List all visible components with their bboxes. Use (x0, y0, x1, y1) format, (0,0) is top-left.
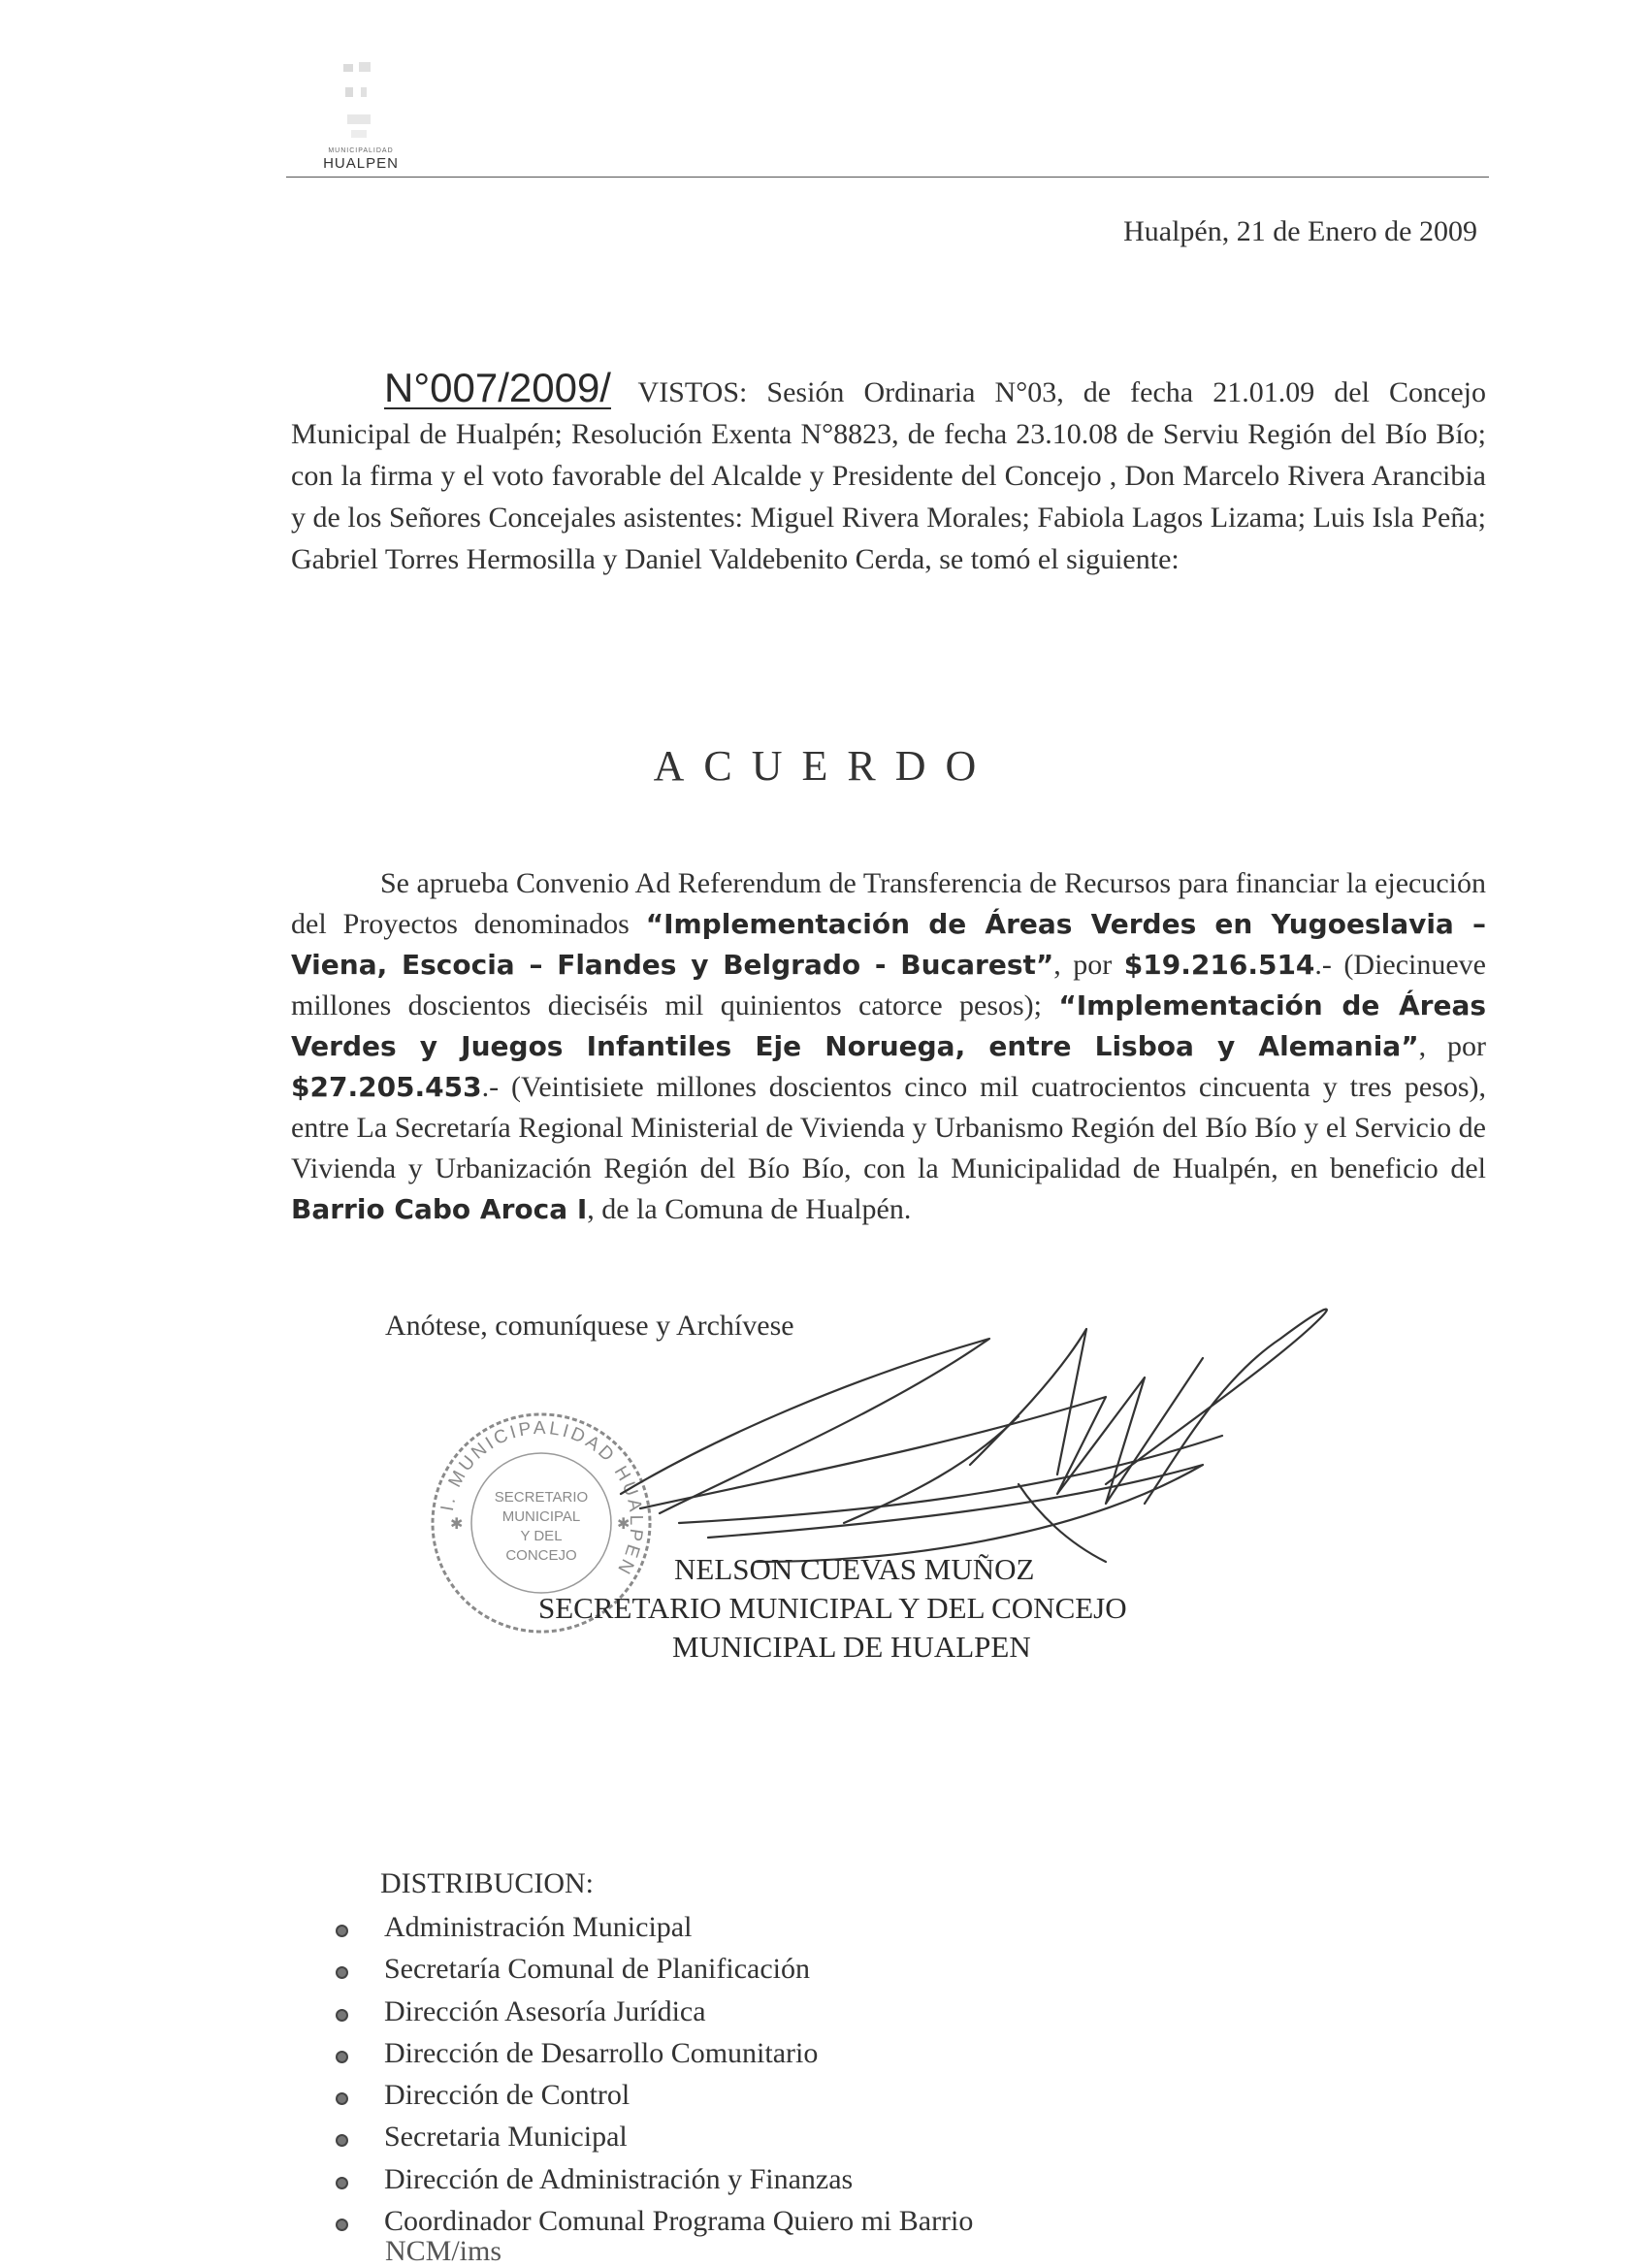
list-item: Administración Municipal (330, 1906, 973, 1948)
municipal-crest-icon (330, 58, 388, 146)
stamp-line-1: SECRETARIO (494, 1489, 589, 1506)
list-item: Dirección Asesoría Jurídica (330, 1991, 973, 2032)
stamp-line-3: Y DEL (520, 1528, 563, 1544)
amount-1: $19.216.514 (1123, 949, 1315, 981)
stamp-line-2: MUNICIPAL (501, 1508, 581, 1525)
typist-initials: NCM/ims (385, 2235, 502, 2267)
body-text-2: , por (1053, 949, 1124, 981)
project-name-1: “Implementación de Áreas Verdes en Yugoeslavia – Viena, Escocia – Flandes y Belgrado - Bucarest” (291, 908, 1486, 981)
body-text-3: .- (Diecinueve millones doscientos dieciséis mil quinientos catorce pesos); (291, 949, 1486, 1021)
org-name: HUALPEN (323, 155, 399, 172)
stamp-ring-text: I. MUNICIPALIDAD HUALPEN (436, 1417, 647, 1580)
list-item: Dirección de Control (330, 2074, 973, 2116)
stamp-star-left-icon: ✱ (450, 1514, 464, 1533)
org-small-label: MUNICIPALIDAD (328, 147, 394, 154)
list-item: Secretaría Comunal de Planificación (330, 1948, 973, 1990)
body-text-5: .- (Veintisiete millones doscientos cinco mil cuatrocientos cincuenta y tres pesos), entre La Secretaría Regional Ministerial de Vivienda y Urbanismo Región del Bío Bío y el Servicio de Vivienda y Urbanización Región del Bío Bío, con la Municipalidad de Hualpén, en beneficio del (291, 1071, 1486, 1184)
list-item: Dirección de Desarrollo Comunitario (330, 2032, 973, 2074)
header-divider (286, 177, 1489, 178)
signer-block (524, 1550, 1300, 1667)
letterhead (312, 58, 409, 175)
distribution-list (330, 1906, 973, 2242)
list-item: Secretaria Municipal (330, 2116, 973, 2157)
barrio-name: Barrio Cabo Aroca I (291, 1193, 588, 1225)
body-text-4: , por (1418, 1030, 1486, 1062)
stamp-line-4: CONCEJO (505, 1547, 577, 1564)
acuerdo-heading: ACUERDO (653, 742, 996, 790)
amount-2: $27.205.453 (291, 1071, 482, 1103)
document-date: Hualpén, 21 de Enero de 2009 (1123, 215, 1477, 247)
closing-line: Anótese, comuníquese y Archívese (385, 1310, 794, 1342)
signer-title-2: MUNICIPAL DE HUALPEN (672, 1630, 1031, 1664)
vistos-text: VISTOS: Sesión Ordinaria N°03, de fecha 21.01.09 del Concejo Municipal de Hualpén; Resolución Exenta N°8823, de fecha 23.10.08 de Serviu Región del Bío Bío; con la firma y el voto favorable del Alcalde y Presidente del Concejo , Don Marcelo Rivera Arancibia y de los Señores Concejales asistentes: Miguel Rivera Morales; Fabiola Lagos Lizama; Luis Isla Peña; Gabriel Torres Hermosilla y Daniel Valdebenito Cerda, se tomó el siguiente: (291, 376, 1486, 575)
acuerdo-body (291, 863, 1486, 1230)
body-text-1: Se aprueba Convenio Ad Referendum de Transferencia de Recursos para financiar la ejecución del Proyectos denominados (291, 867, 1486, 940)
body-text-6: , de la Comuna de Hualpén. (587, 1193, 912, 1225)
distribution-title: DISTRIBUCION: (380, 1867, 595, 1899)
acuerdo-number: N°007/2009/ (384, 365, 611, 410)
stamp-star-right-icon: ✱ (617, 1514, 630, 1533)
vistos-paragraph (291, 367, 1486, 580)
signer-title-1: SECRETARIO MUNICIPAL Y DEL CONCEJO (538, 1591, 1127, 1625)
list-item: Dirección de Administración y Finanzas (330, 2158, 973, 2200)
signer-name: NELSON CUEVAS MUÑOZ (674, 1552, 1035, 1586)
list-item: Coordinador Comunal Programa Quiero mi Barrio (330, 2200, 973, 2242)
project-name-2: “Implementación de Áreas Verdes y Juegos Infantiles Eje Noruega, entre Lisboa y Alemania” (291, 989, 1487, 1062)
